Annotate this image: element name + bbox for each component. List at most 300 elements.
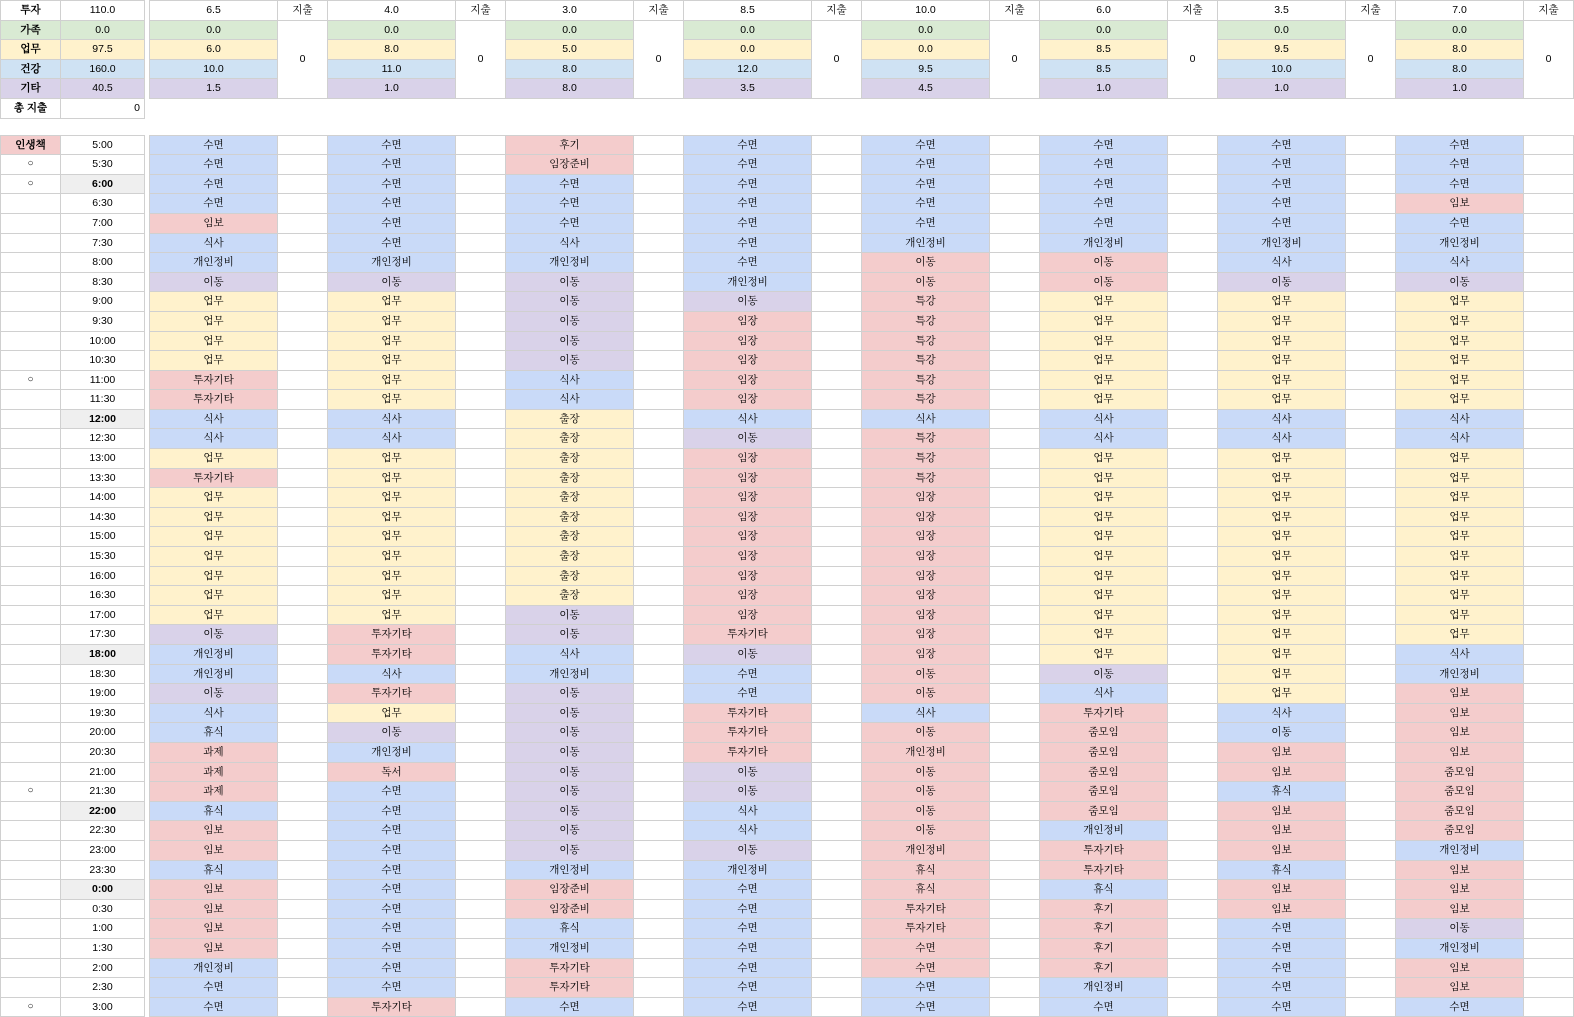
empty-cell <box>812 155 862 175</box>
schedule-cell: 투자기타 <box>328 684 456 704</box>
schedule-cell: 후기 <box>1040 899 1168 919</box>
schedule-cell: 수면 <box>150 194 278 214</box>
empty-cell <box>990 821 1040 841</box>
empty-cell <box>278 253 328 273</box>
schedule-cell: 이동 <box>506 331 634 351</box>
empty-cell <box>456 98 506 118</box>
empty-cell <box>990 449 1040 469</box>
mark-cell <box>1 742 61 762</box>
mark-cell <box>1 605 61 625</box>
schedule-cell: 수면 <box>862 194 990 214</box>
schedule-cell: 수면 <box>1040 997 1168 1017</box>
empty-cell <box>456 174 506 194</box>
schedule-cell: 이동 <box>1040 664 1168 684</box>
time-cell: 1:30 <box>61 938 145 958</box>
empty-cell <box>1346 507 1396 527</box>
schedule-cell: 업무 <box>1396 351 1524 371</box>
schedule-cell: 임장준비 <box>506 899 634 919</box>
empty-cell <box>1346 840 1396 860</box>
schedule-cell: 이동 <box>1218 272 1346 292</box>
schedule-cell: 수면 <box>684 978 812 998</box>
empty-cell <box>1524 625 1574 645</box>
schedule-cell: 업무 <box>1218 547 1346 567</box>
empty-cell <box>634 429 684 449</box>
schedule-cell: 업무 <box>1396 527 1524 547</box>
schedule-cell: 임장 <box>684 390 812 410</box>
empty-cell <box>1346 645 1396 665</box>
empty-cell <box>812 899 862 919</box>
schedule-cell: 이동 <box>506 782 634 802</box>
schedule-cell: 임보 <box>1218 742 1346 762</box>
empty-cell <box>278 135 328 155</box>
empty-cell <box>1168 213 1218 233</box>
empty-cell <box>1396 118 1524 135</box>
schedule-cell: 수면 <box>150 155 278 175</box>
summary-value: 8.0 <box>328 40 456 60</box>
empty-cell <box>812 118 862 135</box>
empty-cell <box>1168 468 1218 488</box>
spacer-row <box>1 118 1574 135</box>
schedule-cell: 투자기타 <box>1040 840 1168 860</box>
schedule-cell: 업무 <box>328 370 456 390</box>
schedule-cell: 수면 <box>862 155 990 175</box>
empty-cell <box>812 370 862 390</box>
schedule-cell: 수면 <box>1218 155 1346 175</box>
schedule-cell: 업무 <box>150 331 278 351</box>
summary-value: 110.0 <box>61 1 145 21</box>
empty-cell <box>1524 507 1574 527</box>
schedule-cell: 임장 <box>862 507 990 527</box>
empty-cell <box>1168 429 1218 449</box>
schedule-row <box>1 488 1574 508</box>
schedule-row <box>1 782 1574 802</box>
schedule-cell: 수면 <box>684 664 812 684</box>
schedule-cell: 수면 <box>862 174 990 194</box>
schedule-cell: 이동 <box>506 723 634 743</box>
mark-cell <box>1 233 61 253</box>
schedule-cell: 이동 <box>506 605 634 625</box>
empty-cell <box>1168 547 1218 567</box>
empty-cell <box>278 684 328 704</box>
schedule-cell: 식사 <box>862 703 990 723</box>
jichul-label: 지출 <box>990 1 1040 21</box>
schedule-cell: 이동 <box>862 723 990 743</box>
schedule-cell: 임장 <box>684 370 812 390</box>
empty-cell <box>1168 272 1218 292</box>
time-cell: 17:30 <box>61 625 145 645</box>
time-cell: 9:00 <box>61 292 145 312</box>
empty-cell <box>1168 351 1218 371</box>
empty-cell <box>1168 860 1218 880</box>
empty-cell <box>812 194 862 214</box>
empty-cell <box>278 605 328 625</box>
empty-cell <box>278 782 328 802</box>
empty-cell <box>1346 703 1396 723</box>
empty-cell <box>1346 938 1396 958</box>
mark-cell: ○ <box>1 782 61 802</box>
schedule-cell: 임장 <box>684 449 812 469</box>
empty-cell <box>812 782 862 802</box>
empty-cell <box>1346 155 1396 175</box>
schedule-cell: 줌모임 <box>1040 762 1168 782</box>
empty-cell <box>634 449 684 469</box>
schedule-cell: 임보 <box>150 213 278 233</box>
schedule-cell: 수면 <box>328 233 456 253</box>
mark-cell <box>1 899 61 919</box>
schedule-cell: 업무 <box>1040 390 1168 410</box>
schedule-cell: 수면 <box>684 135 812 155</box>
total-row <box>1 98 1574 118</box>
time-cell: 17:00 <box>61 605 145 625</box>
empty-cell <box>278 527 328 547</box>
empty-cell <box>1168 782 1218 802</box>
time-cell: 18:30 <box>61 664 145 684</box>
empty-cell <box>1218 98 1346 118</box>
empty-cell <box>634 664 684 684</box>
empty-cell <box>278 507 328 527</box>
empty-cell <box>1168 527 1218 547</box>
empty-cell <box>278 233 328 253</box>
schedule-cell: 수면 <box>328 899 456 919</box>
empty-cell <box>990 174 1040 194</box>
empty-cell <box>1524 840 1574 860</box>
schedule-header-label: 인생책 <box>1 135 61 155</box>
schedule-cell: 개인정비 <box>150 664 278 684</box>
empty-cell <box>1168 742 1218 762</box>
empty-cell <box>1524 978 1574 998</box>
empty-cell <box>990 292 1040 312</box>
empty-cell <box>1524 98 1574 118</box>
empty-cell <box>1168 98 1218 118</box>
schedule-cell: 임보 <box>150 899 278 919</box>
empty-cell <box>990 762 1040 782</box>
schedule-cell: 업무 <box>1218 311 1346 331</box>
jichul-value: 0 <box>456 20 506 98</box>
schedule-cell: 업무 <box>1040 586 1168 606</box>
empty-cell <box>278 174 328 194</box>
schedule-cell: 업무 <box>328 586 456 606</box>
empty-cell <box>456 233 506 253</box>
empty-cell <box>1524 331 1574 351</box>
summary-value: 0.0 <box>1040 20 1168 40</box>
time-cell: 3:00 <box>61 997 145 1017</box>
empty-cell <box>990 586 1040 606</box>
schedule-cell: 업무 <box>1218 390 1346 410</box>
empty-cell <box>990 723 1040 743</box>
empty-cell <box>812 978 862 998</box>
empty-cell <box>456 449 506 469</box>
schedule-cell: 투자기타 <box>150 390 278 410</box>
schedule-cell: 이동 <box>862 782 990 802</box>
time-cell: 7:30 <box>61 233 145 253</box>
schedule-cell: 업무 <box>150 311 278 331</box>
schedule-cell: 이동 <box>506 311 634 331</box>
empty-cell <box>812 547 862 567</box>
jichul-label: 지출 <box>1524 1 1574 21</box>
empty-cell <box>1524 684 1574 704</box>
empty-cell <box>1346 821 1396 841</box>
empty-cell <box>1524 605 1574 625</box>
schedule-cell: 임보 <box>1396 958 1524 978</box>
empty-cell <box>990 684 1040 704</box>
schedule-row <box>1 292 1574 312</box>
empty-cell <box>812 860 862 880</box>
empty-cell <box>990 997 1040 1017</box>
schedule-cell: 이동 <box>684 840 812 860</box>
schedule-cell: 식사 <box>150 409 278 429</box>
schedule-cell: 식사 <box>150 703 278 723</box>
schedule-cell: 임장 <box>862 547 990 567</box>
schedule-cell: 수면 <box>684 174 812 194</box>
empty-cell <box>1524 938 1574 958</box>
time-cell: 20:00 <box>61 723 145 743</box>
empty-cell <box>812 233 862 253</box>
empty-cell <box>812 684 862 704</box>
empty-cell <box>456 684 506 704</box>
empty-cell <box>634 155 684 175</box>
schedule-cell: 업무 <box>1218 507 1346 527</box>
schedule-cell: 수면 <box>328 174 456 194</box>
empty-cell <box>150 118 278 135</box>
mark-cell <box>1 762 61 782</box>
empty-cell <box>456 351 506 371</box>
schedule-cell: 이동 <box>506 351 634 371</box>
time-cell: 7:00 <box>61 213 145 233</box>
empty-cell <box>278 351 328 371</box>
time-cell: 5:30 <box>61 155 145 175</box>
summary-value: 5.0 <box>506 40 634 60</box>
total-value: 0 <box>61 98 145 118</box>
empty-cell <box>1346 801 1396 821</box>
schedule-cell: 개인정비 <box>328 253 456 273</box>
schedule-cell: 출장 <box>506 566 634 586</box>
empty-cell <box>1346 311 1396 331</box>
empty-cell <box>634 723 684 743</box>
schedule-row <box>1 703 1574 723</box>
schedule-cell: 수면 <box>506 213 634 233</box>
schedule-cell: 업무 <box>1396 370 1524 390</box>
jichul-value: 0 <box>1346 20 1396 98</box>
empty-cell <box>278 292 328 312</box>
empty-cell <box>1168 821 1218 841</box>
empty-cell <box>456 938 506 958</box>
schedule-cell: 개인정비 <box>1218 233 1346 253</box>
schedule-cell: 임장 <box>684 547 812 567</box>
mark-cell <box>1 311 61 331</box>
schedule-row <box>1 723 1574 743</box>
empty-cell <box>1524 272 1574 292</box>
schedule-cell: 수면 <box>1218 174 1346 194</box>
empty-cell <box>812 840 862 860</box>
schedule-table <box>0 135 1574 1017</box>
jichul-label: 지출 <box>812 1 862 21</box>
schedule-cell: 개인정비 <box>328 742 456 762</box>
summary-value: 0.0 <box>61 20 145 40</box>
schedule-cell: 투자기타 <box>862 899 990 919</box>
summary-value: 4.5 <box>862 79 990 99</box>
empty-cell <box>812 351 862 371</box>
empty-cell <box>278 118 328 135</box>
empty-cell <box>1524 821 1574 841</box>
empty-cell <box>1168 723 1218 743</box>
schedule-cell: 업무 <box>1040 370 1168 390</box>
schedule-row <box>1 233 1574 253</box>
empty-cell <box>812 605 862 625</box>
empty-cell <box>634 174 684 194</box>
schedule-row <box>1 860 1574 880</box>
empty-cell <box>812 821 862 841</box>
jichul-value: 0 <box>812 20 862 98</box>
empty-cell <box>634 233 684 253</box>
summary-value: 9.5 <box>862 59 990 79</box>
time-cell: 9:30 <box>61 311 145 331</box>
schedule-cell: 식사 <box>684 821 812 841</box>
empty-cell <box>278 978 328 998</box>
empty-cell <box>812 645 862 665</box>
mark-cell <box>1 468 61 488</box>
empty-cell <box>1524 409 1574 429</box>
schedule-cell: 임보 <box>1396 723 1524 743</box>
schedule-cell: 식사 <box>1040 684 1168 704</box>
empty-cell <box>990 370 1040 390</box>
empty-cell <box>990 155 1040 175</box>
schedule-cell: 개인정비 <box>506 860 634 880</box>
schedule-cell: 업무 <box>150 605 278 625</box>
schedule-cell: 업무 <box>1396 311 1524 331</box>
schedule-cell: 수면 <box>328 880 456 900</box>
schedule-cell: 수면 <box>506 194 634 214</box>
schedule-cell: 업무 <box>328 566 456 586</box>
empty-cell <box>1346 409 1396 429</box>
schedule-cell: 임보 <box>1396 899 1524 919</box>
schedule-cell: 후기 <box>1040 958 1168 978</box>
schedule-cell: 줌모임 <box>1040 801 1168 821</box>
empty-cell <box>1168 409 1218 429</box>
summary-row <box>1 79 1574 99</box>
schedule-cell: 임장 <box>684 468 812 488</box>
empty-cell <box>278 664 328 684</box>
mark-cell <box>1 978 61 998</box>
schedule-cell: 수면 <box>1040 213 1168 233</box>
schedule-cell: 수면 <box>1040 135 1168 155</box>
empty-cell <box>812 292 862 312</box>
empty-cell <box>812 507 862 527</box>
empty-cell <box>278 919 328 939</box>
empty-cell <box>278 586 328 606</box>
schedule-cell: 업무 <box>1040 468 1168 488</box>
empty-cell <box>1168 762 1218 782</box>
schedule-row <box>1 997 1574 1017</box>
schedule-cell: 업무 <box>150 488 278 508</box>
empty-cell <box>812 272 862 292</box>
schedule-cell: 수면 <box>684 684 812 704</box>
empty-cell <box>278 821 328 841</box>
schedule-cell: 개인정비 <box>1040 978 1168 998</box>
empty-cell <box>1396 98 1524 118</box>
empty-cell <box>1168 449 1218 469</box>
time-cell: 16:00 <box>61 566 145 586</box>
empty-cell <box>1524 351 1574 371</box>
schedule-cell: 수면 <box>684 253 812 273</box>
empty-cell <box>1524 742 1574 762</box>
empty-cell <box>1346 429 1396 449</box>
empty-cell <box>328 98 456 118</box>
schedule-cell: 수면 <box>1396 997 1524 1017</box>
schedule-cell: 투자기타 <box>684 742 812 762</box>
jichul-value: 0 <box>1168 20 1218 98</box>
empty-cell <box>990 488 1040 508</box>
empty-cell <box>1524 233 1574 253</box>
summary-row <box>1 20 1574 40</box>
schedule-cell: 수면 <box>328 958 456 978</box>
schedule-cell: 이동 <box>328 272 456 292</box>
empty-cell <box>990 703 1040 723</box>
schedule-cell: 업무 <box>1396 488 1524 508</box>
mark-cell <box>1 292 61 312</box>
empty-cell <box>990 605 1040 625</box>
empty-cell <box>1524 997 1574 1017</box>
schedule-cell: 수면 <box>862 213 990 233</box>
time-cell: 11:00 <box>61 370 145 390</box>
schedule-cell: 임장 <box>862 527 990 547</box>
schedule-cell: 출장 <box>506 409 634 429</box>
schedule-cell: 휴식 <box>862 880 990 900</box>
schedule-cell: 수면 <box>328 213 456 233</box>
schedule-cell: 업무 <box>1396 566 1524 586</box>
mark-cell <box>1 566 61 586</box>
mark-cell <box>1 645 61 665</box>
schedule-row <box>1 899 1574 919</box>
schedule-cell: 식사 <box>1396 429 1524 449</box>
schedule-row <box>1 566 1574 586</box>
empty-cell <box>990 899 1040 919</box>
schedule-cell: 업무 <box>1218 645 1346 665</box>
schedule-cell: 수면 <box>1218 135 1346 155</box>
empty-cell <box>456 919 506 939</box>
schedule-cell: 업무 <box>328 468 456 488</box>
summary-value: 8.5 <box>1040 59 1168 79</box>
schedule-cell: 임보 <box>1396 860 1524 880</box>
summary-row-label: 업무 <box>1 40 61 60</box>
schedule-cell: 투자기타 <box>862 919 990 939</box>
mark-cell <box>1 860 61 880</box>
schedule-cell: 투자기타 <box>328 625 456 645</box>
empty-cell <box>1524 429 1574 449</box>
schedule-cell: 줌모임 <box>1396 801 1524 821</box>
schedule-cell: 임보 <box>1396 703 1524 723</box>
empty-cell <box>1040 98 1168 118</box>
schedule-cell: 업무 <box>1040 311 1168 331</box>
mark-cell: ○ <box>1 997 61 1017</box>
schedule-row <box>1 919 1574 939</box>
schedule-cell: 특강 <box>862 468 990 488</box>
empty-cell <box>456 762 506 782</box>
schedule-cell: 업무 <box>1040 331 1168 351</box>
empty-cell <box>990 938 1040 958</box>
empty-cell <box>684 98 812 118</box>
time-cell: 19:00 <box>61 684 145 704</box>
schedule-row <box>1 762 1574 782</box>
schedule-cell: 개인정비 <box>1396 664 1524 684</box>
empty-cell <box>990 625 1040 645</box>
empty-cell <box>634 135 684 155</box>
time-cell: 1:00 <box>61 919 145 939</box>
empty-cell <box>634 488 684 508</box>
time-cell: 12:00 <box>61 409 145 429</box>
schedule-cell: 업무 <box>328 488 456 508</box>
empty-cell <box>1168 625 1218 645</box>
time-cell: 12:30 <box>61 429 145 449</box>
